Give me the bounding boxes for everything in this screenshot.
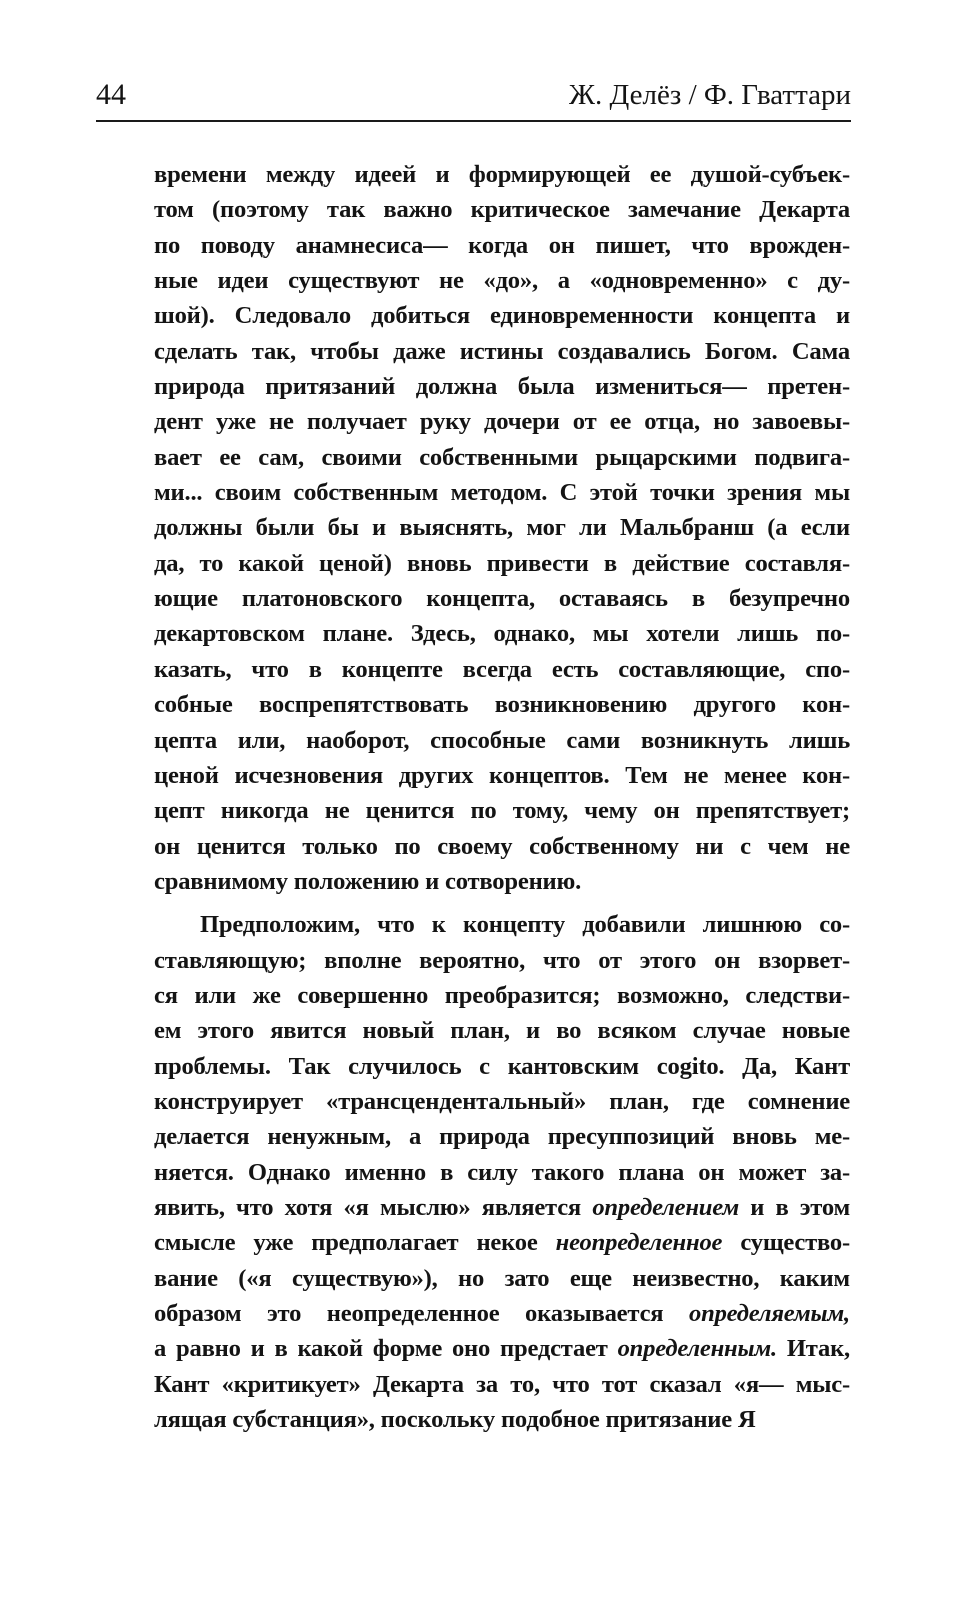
text-line <box>154 1013 850 1048</box>
text-line <box>154 263 850 298</box>
text-segment: сравнимому положению и сотворению. <box>154 867 582 895</box>
text-segment: делается ненужным, а природа пресуппозиций вновь ме- <box>154 1123 850 1151</box>
text-line <box>154 687 850 722</box>
text-segment: вает ее сам, своими собственными рыцарскими подвига- <box>154 443 850 471</box>
text-segment: декартовском плане. Здесь, однако, мы хотели лишь по- <box>154 620 850 648</box>
text-line <box>154 1296 850 1331</box>
text-line <box>154 1367 850 1402</box>
text-segment: образом это неопределенное оказывается <box>154 1300 690 1327</box>
text-segment: няется. Однако именно в силу такого плана он может за- <box>154 1158 850 1186</box>
text-segment: должны были бы и выяснять, мог ли Мальбранш (а если <box>154 514 850 542</box>
text-segment: Предположим, что к концепту добавили лишнюю со- <box>200 911 850 939</box>
text-segment: явить, что хотя «я мыслю» является <box>154 1193 593 1221</box>
text-segment: ставляющую; вполне вероятно, что от этого он взорвет- <box>154 946 850 974</box>
text-segment: цепта или, наоборот, способные сами возникнуть лишь <box>154 726 850 754</box>
text-line <box>154 1119 850 1154</box>
text-segment: собные воспрепятствовать возникновению другого кон- <box>154 691 850 719</box>
text-segment: ся или же совершенно преобразится; возможно, следстви- <box>154 981 850 1009</box>
text-line <box>154 404 850 439</box>
text-segment: конструирует «трансцендентальный» план, где сомнение <box>154 1087 850 1115</box>
text-segment: шой). Следовало добиться единовременности концепта и <box>154 302 850 330</box>
text-line <box>154 978 850 1013</box>
text-line <box>154 510 850 545</box>
text-line <box>154 475 850 510</box>
text-line <box>154 793 850 828</box>
text-segment: ценой исчезновения других концептов. Тем не менее кон- <box>154 761 850 789</box>
text-segment: ющие платоновского концепта, оставаясь в безупречно <box>154 585 850 613</box>
text-line <box>154 652 850 687</box>
text-line <box>154 192 850 227</box>
italic-term: неопределенное <box>555 1229 723 1257</box>
text-segment: существо- <box>722 1229 850 1257</box>
text-segment: ем этого явится новый план, и во всяком случае новые <box>154 1017 850 1045</box>
text-line <box>154 1402 850 1437</box>
text-segment: лящая субстанция», поскольку подобное притязание Я <box>154 1406 756 1434</box>
text-line <box>154 1225 850 1260</box>
text-line <box>154 829 850 864</box>
body-text <box>154 157 850 1437</box>
text-line <box>154 546 850 581</box>
text-segment: цепт никогда не ценится по тому, чему он препятствует; <box>154 797 850 825</box>
paragraph <box>154 907 850 1437</box>
text-segment: казать, что в концепте всегда есть составляющие, спо- <box>154 655 850 683</box>
text-segment: проблемы. Так случилось с кантовским cogito. Да, Кант <box>154 1052 850 1080</box>
text-line <box>154 369 850 404</box>
text-line <box>154 298 850 333</box>
text-segment: том (поэтому так важно критическое замечание Декарта <box>154 196 850 224</box>
text-line <box>154 440 850 475</box>
text-line <box>154 907 850 942</box>
text-segment: и в этом <box>739 1193 851 1221</box>
text-line <box>154 228 850 263</box>
text-segment: природа притязаний должна была измениться— претен- <box>154 373 850 401</box>
paragraph-gap <box>154 899 850 907</box>
page-number: 44 <box>96 78 126 111</box>
text-line <box>154 157 850 192</box>
text-segment: ные идеи существуют не «до», а «одновременно» с ду- <box>154 267 850 295</box>
italic-term: определяемым, <box>689 1300 850 1327</box>
paragraph <box>154 157 850 899</box>
text-line <box>154 334 850 369</box>
text-segment: по поводу анамнесиса— когда он пишет, что врожден- <box>154 231 850 259</box>
text-segment: Итак, <box>776 1335 850 1363</box>
text-line <box>154 723 850 758</box>
text-line <box>154 1084 850 1119</box>
text-segment: а равно и в какой форме оно предстает <box>154 1335 618 1363</box>
header-rule <box>96 120 851 122</box>
text-segment: сделать так, чтобы даже истины создавались Богом. Сама <box>154 337 850 365</box>
text-line <box>154 616 850 651</box>
text-segment: да, то какой ценой) вновь привести в действие составля- <box>154 549 850 577</box>
text-line <box>154 1049 850 1084</box>
text-segment: дент уже не получает руку дочери от ее отца, но завоевы- <box>154 408 850 436</box>
text-line <box>154 758 850 793</box>
text-line <box>154 1190 850 1225</box>
page-header <box>96 72 851 122</box>
text-line <box>154 1155 850 1190</box>
running-head: Ж. Делёз / Ф. Гваттари <box>569 79 851 111</box>
text-line <box>154 943 850 978</box>
text-segment: Кант «критикует» Декарта за то, что тот сказал «я— мыс- <box>154 1370 850 1398</box>
text-segment: он ценится только по своему собственному ни с чем не <box>154 832 850 860</box>
text-segment: вание («я существую»), но зато еще неизвестно, каким <box>154 1264 850 1292</box>
italic-term: определенным. <box>617 1335 777 1363</box>
text-line <box>154 1261 850 1296</box>
text-line <box>154 864 850 899</box>
text-segment: смысле уже предполагает некое <box>154 1229 556 1257</box>
italic-term: определением <box>592 1193 740 1221</box>
text-line <box>154 581 850 616</box>
text-segment: времени между идеей и формирующей ее душой-субъек- <box>154 161 850 188</box>
text-line <box>154 1331 850 1366</box>
text-segment: ми... своим собственным методом. С этой точки зрения мы <box>154 479 850 507</box>
